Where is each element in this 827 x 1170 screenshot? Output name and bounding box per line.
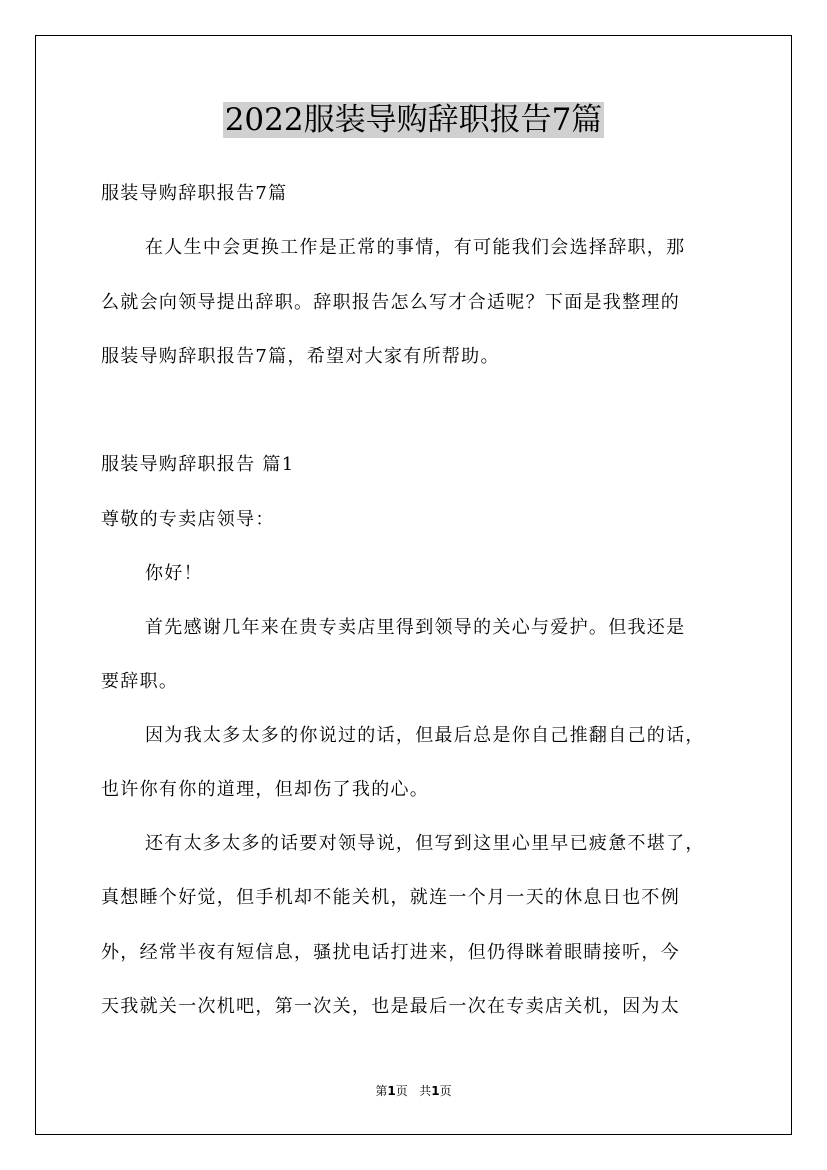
paragraph-line: 天我就关一次机吧，第一次关，也是最后一次在专卖店关机，因为太	[101, 996, 680, 1017]
paragraph-line: 要辞职。	[101, 671, 179, 692]
footer-page-number: 1	[387, 1084, 396, 1098]
paragraph-line: 外，经常半夜有短信息，骚扰电话打进来，但仍得眯着眼睛接听，今	[101, 942, 680, 963]
page-footer	[0, 1083, 827, 1099]
paragraph-line: 服装导购辞职报告7篇，希望对大家有所帮助。	[101, 346, 500, 367]
paragraph-line: 么就会向领导提出辞职。辞职报告怎么写才合适呢？下面是我整理的	[101, 292, 680, 313]
paragraph-line: 因为我太多太多的你说过的话，但最后总是你自己推翻自己的话，	[145, 725, 705, 746]
document-title-text: 2022服装导购辞职报告7篇	[224, 102, 603, 138]
salutation: 尊敬的专卖店领导：	[101, 509, 275, 530]
footer-total-suffix: 页	[439, 1084, 452, 1098]
subtitle-line: 服装导购辞职报告7篇	[101, 183, 288, 204]
footer-total-number: 1	[431, 1084, 440, 1098]
footer-page-prefix: 第	[375, 1084, 388, 1098]
paragraph-line: 也许你有你的道理，但却伤了我的心。	[101, 779, 430, 800]
paragraph-line: 真想睡个好觉，但手机却不能关机，就连一个月一天的休息日也不例	[101, 887, 680, 908]
greeting: 你好！	[145, 563, 203, 584]
paragraph-line: 还有太多太多的话要对领导说，但写到这里心里早已疲惫不堪了，	[145, 833, 705, 854]
paragraph-line: 在人生中会更换工作是正常的事情，有可能我们会选择辞职，那	[145, 237, 686, 258]
footer-page-suffix: 页	[395, 1084, 408, 1098]
document-title	[0, 98, 827, 142]
section-heading: 服装导购辞职报告 篇1	[101, 454, 295, 475]
paragraph-line: 首先感谢几年来在贵专卖店里得到领导的关心与爱护。但我还是	[145, 617, 686, 638]
footer-total-prefix: 共	[419, 1084, 432, 1098]
